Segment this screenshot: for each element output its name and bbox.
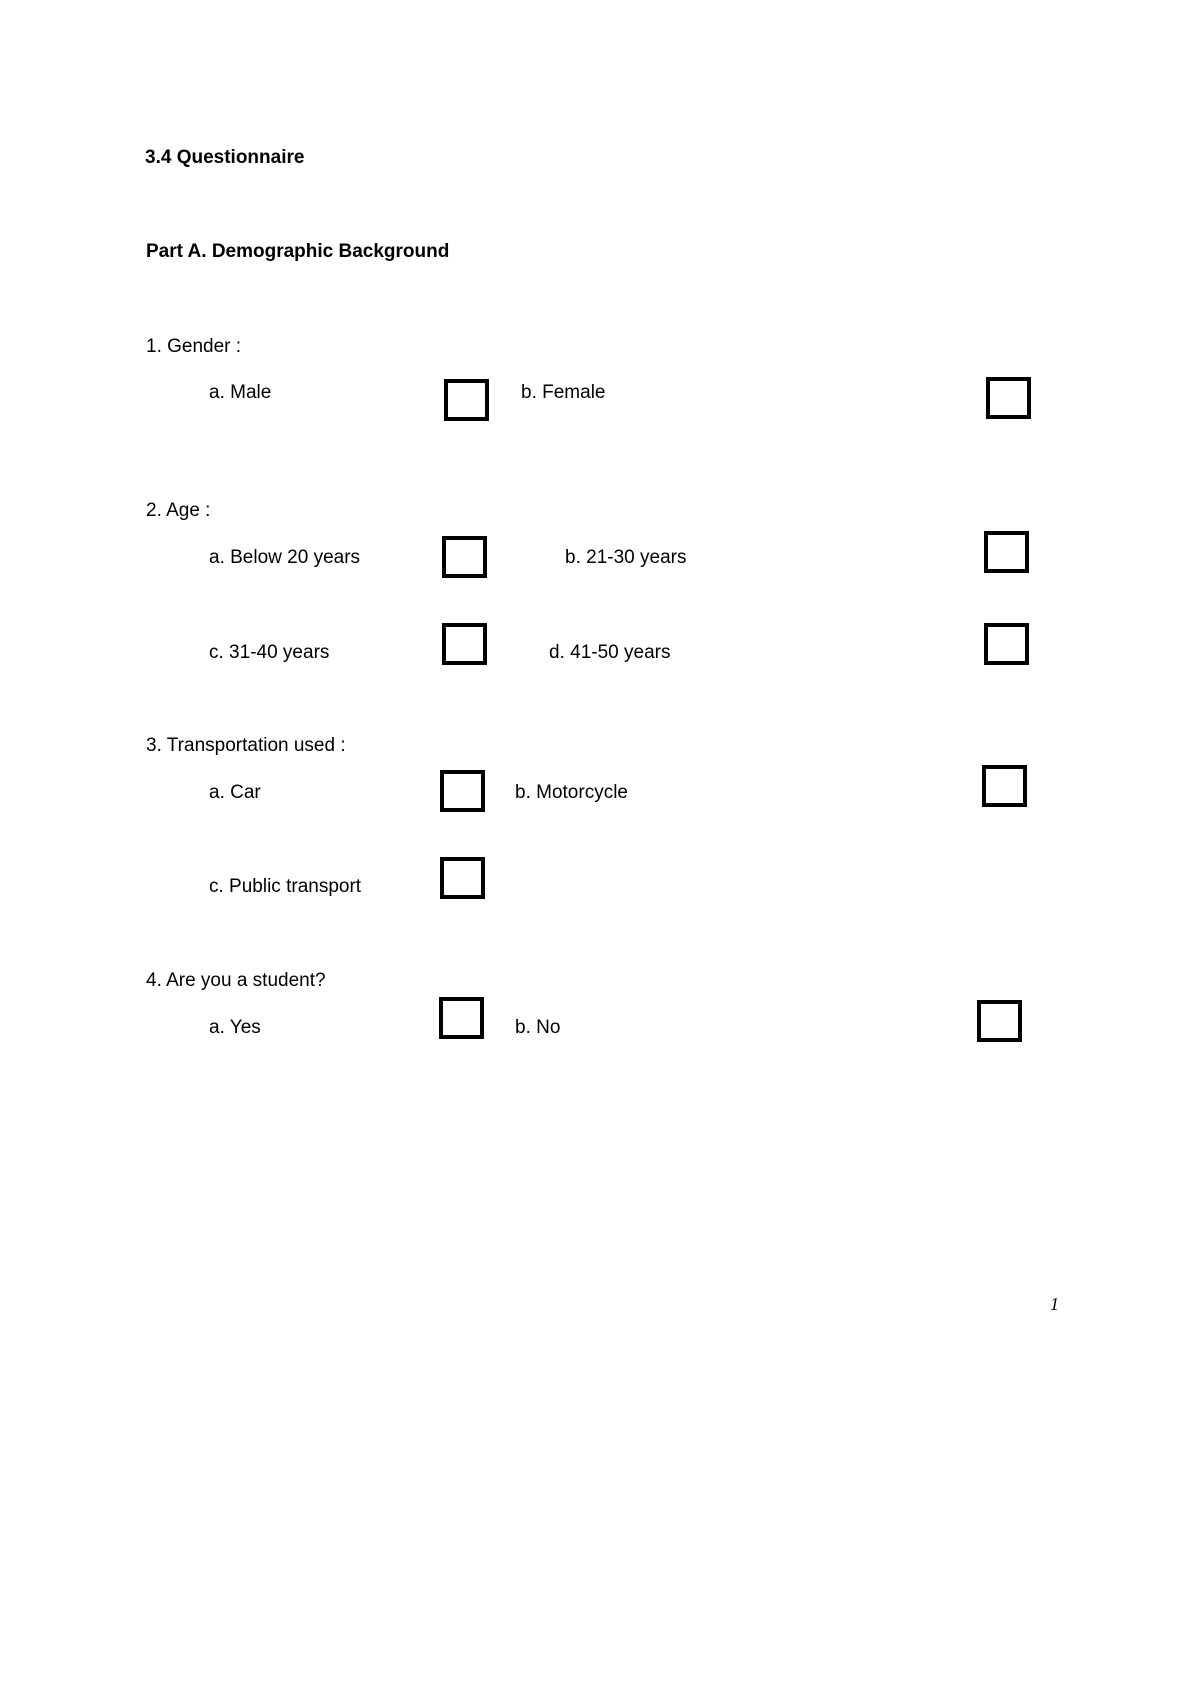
- option-male-label: a. Male: [209, 382, 272, 403]
- question-student-label: 4. Are you a student?: [146, 970, 326, 991]
- option-below-20-label: a. Below 20 years: [209, 547, 361, 568]
- car-checkbox[interactable]: [440, 770, 485, 812]
- option-motorcycle-label: b. Motorcycle: [515, 782, 628, 803]
- age-31-40-checkbox[interactable]: [442, 623, 487, 665]
- no-checkbox[interactable]: [977, 1000, 1022, 1042]
- option-yes-label: a. Yes: [209, 1017, 261, 1038]
- option-31-40-label: c. 31-40 years: [209, 642, 330, 663]
- public-transport-checkbox[interactable]: [440, 857, 485, 899]
- age-21-30-checkbox[interactable]: [984, 531, 1029, 573]
- option-public-transport-label: c. Public transport: [209, 876, 362, 897]
- option-female-label: b. Female: [521, 382, 606, 403]
- female-checkbox[interactable]: [986, 377, 1031, 419]
- age-41-50-checkbox[interactable]: [984, 623, 1029, 665]
- option-car-label: a. Car: [209, 782, 261, 803]
- question-transport-label: 3. Transportation used :: [146, 735, 346, 756]
- option-41-50-label: d. 41-50 years: [549, 642, 671, 663]
- option-no-label: b. No: [515, 1017, 561, 1038]
- below-20-checkbox[interactable]: [442, 536, 487, 578]
- option-21-30-label: b. 21-30 years: [565, 547, 687, 568]
- question-gender-label: 1. Gender :: [146, 336, 242, 357]
- yes-checkbox[interactable]: [439, 997, 484, 1039]
- section-title: 3.4 Questionnaire: [145, 147, 305, 168]
- part-title: Part A. Demographic Background: [146, 241, 450, 262]
- motorcycle-checkbox[interactable]: [982, 765, 1027, 807]
- question-age-label: 2. Age :: [146, 500, 211, 521]
- page-number: 1: [1050, 1294, 1059, 1314]
- male-checkbox[interactable]: [444, 379, 489, 421]
